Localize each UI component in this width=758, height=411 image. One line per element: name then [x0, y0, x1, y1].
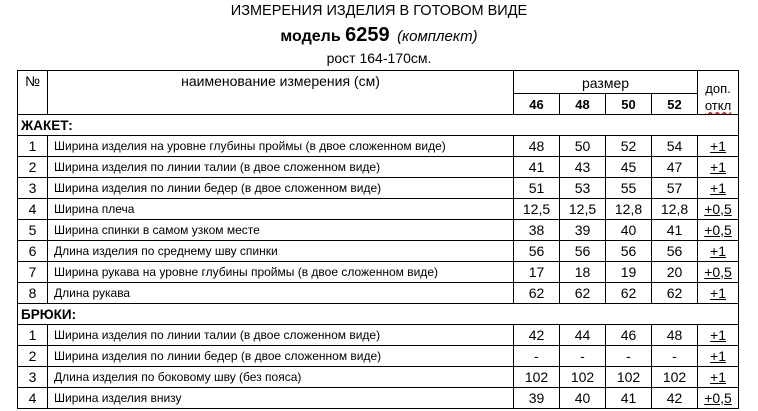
measurement-value: 40: [606, 220, 652, 241]
row-number: 4: [18, 388, 48, 409]
measurement-value: 48: [514, 136, 560, 157]
measurement-value: 62: [606, 283, 652, 304]
measurement-value: 47: [652, 157, 698, 178]
table-row: [18, 367, 739, 388]
size-header: 46: [514, 94, 560, 115]
measurement-name: Ширина изделия по линии бедер (в двое сложенном виде): [48, 178, 514, 199]
measurement-name: Ширина изделия на уровне глубины проймы (в двое сложенном виде): [48, 136, 514, 157]
measurement-value: 42: [514, 325, 560, 346]
measurement-value: -: [652, 346, 698, 367]
row-number: 3: [18, 367, 48, 388]
tolerance-value: +1: [710, 243, 727, 259]
model-note: (комплект): [397, 28, 478, 45]
col-number-header: №: [18, 71, 48, 115]
tolerance-value: +1: [710, 138, 727, 154]
measurement-table: [17, 70, 739, 409]
table-row: [18, 262, 739, 283]
measurement-value: 41: [606, 388, 652, 409]
measurement-name: Ширина изделия по линии бедер (в двое сложенном виде): [48, 346, 514, 367]
row-number: 1: [18, 325, 48, 346]
measurement-name: Ширина изделия по линии талии (в двое сложенном виде): [48, 157, 514, 178]
measurement-value: 56: [652, 241, 698, 262]
row-number: 5: [18, 220, 48, 241]
document-title: ИЗМЕРЕНИЯ ИЗДЕЛИЯ В ГОТОВОМ ВИДЕ: [230, 3, 528, 19]
measurement-value: 18: [560, 262, 606, 283]
measurement-value: 39: [560, 220, 606, 241]
section-row: [18, 304, 739, 325]
size-header: 52: [652, 94, 698, 115]
measurement-value: 102: [560, 367, 606, 388]
measurement-value: 41: [514, 157, 560, 178]
measurement-value: 56: [514, 241, 560, 262]
measurement-value: 38: [514, 220, 560, 241]
measurement-name: Ширина плеча: [48, 199, 514, 220]
measurement-value: 17: [514, 262, 560, 283]
table-row: [18, 325, 739, 346]
col-extra-header-bottom: откл: [704, 98, 732, 113]
model-number: 6259: [345, 24, 390, 46]
measurement-value: 62: [652, 283, 698, 304]
measurement-value: 53: [560, 178, 606, 199]
measurement-value: 102: [514, 367, 560, 388]
measurement-value: 48: [652, 325, 698, 346]
measurement-value: 41: [652, 220, 698, 241]
measurement-value: -: [560, 346, 606, 367]
tolerance-cell: [698, 283, 739, 304]
tolerance-value: +1: [710, 327, 727, 343]
tolerance-cell: [698, 388, 739, 409]
measurement-value: 57: [652, 178, 698, 199]
measurement-name: Ширина изделия внизу: [48, 388, 514, 409]
measurement-value: 12,8: [606, 199, 652, 220]
measurement-value: 55: [606, 178, 652, 199]
measurement-value: 102: [606, 367, 652, 388]
table-row: [18, 283, 739, 304]
tolerance-value: +0,5: [704, 201, 732, 217]
row-number: 8: [18, 283, 48, 304]
col-extra-header: [698, 71, 739, 115]
tolerance-cell: [698, 262, 739, 283]
tolerance-cell: [698, 220, 739, 241]
measurement-value: 19: [606, 262, 652, 283]
tolerance-value: +1: [710, 369, 727, 385]
tolerance-cell: [698, 178, 739, 199]
measurement-name: Ширина рукава на уровне глубины проймы (в двое сложенном виде): [48, 262, 514, 283]
measurement-value: 40: [560, 388, 606, 409]
tolerance-value: +0,5: [704, 222, 732, 238]
measurement-value: 20: [652, 262, 698, 283]
row-number: 2: [18, 157, 48, 178]
col-name-header: наименование измерения (см): [48, 71, 514, 115]
measurement-value: 12,5: [514, 199, 560, 220]
measurement-value: 102: [652, 367, 698, 388]
table-row: [18, 241, 739, 262]
model-line: [0, 24, 758, 47]
row-number: 3: [18, 178, 48, 199]
measurement-value: 43: [560, 157, 606, 178]
measurement-value: 52: [606, 136, 652, 157]
table-row: [18, 199, 739, 220]
measurement-value: 12,5: [560, 199, 606, 220]
model-label: модель: [280, 28, 341, 45]
measurement-value: 42: [652, 388, 698, 409]
row-number: 4: [18, 199, 48, 220]
row-number: 7: [18, 262, 48, 283]
measurement-value: 51: [514, 178, 560, 199]
tolerance-value: +1: [710, 285, 727, 301]
table-row: [18, 388, 739, 409]
measurement-name: Длина изделия по боковому шву (без пояса): [48, 367, 514, 388]
row-number: 1: [18, 136, 48, 157]
tolerance-cell: [698, 157, 739, 178]
table-row: [18, 346, 739, 367]
tolerance-cell: [698, 136, 739, 157]
measurement-value: 46: [606, 325, 652, 346]
section-row: [18, 115, 739, 136]
measurement-value: 39: [514, 388, 560, 409]
table-header-row: [18, 71, 739, 94]
measurement-name: Ширина спинки в самом узком месте: [48, 220, 514, 241]
section-title: ЖАКЕТ:: [18, 115, 739, 136]
tolerance-cell: [698, 241, 739, 262]
measurement-value: 56: [606, 241, 652, 262]
tolerance-cell: [698, 325, 739, 346]
size-header: 50: [606, 94, 652, 115]
col-extra-header-top: доп.: [705, 81, 731, 96]
measurement-value: 54: [652, 136, 698, 157]
measurement-value: 62: [560, 283, 606, 304]
tolerance-cell: [698, 199, 739, 220]
tolerance-value: +0,5: [704, 390, 732, 406]
tolerance-value: +0,5: [704, 264, 732, 280]
measurement-value: 12,8: [652, 199, 698, 220]
height-range: рост 164-170см.: [326, 50, 432, 66]
table-row: [18, 178, 739, 199]
measurement-name: Ширина изделия по линии талии (в двое сложенном виде): [48, 325, 514, 346]
table-row: [18, 157, 739, 178]
row-number: 6: [18, 241, 48, 262]
measurement-value: 56: [560, 241, 606, 262]
tolerance-value: +1: [710, 159, 727, 175]
col-size-header: размер: [514, 71, 698, 94]
measurement-name: Длина рукава: [48, 283, 514, 304]
measurement-value: -: [514, 346, 560, 367]
measurement-value: 45: [606, 157, 652, 178]
measurement-name: Длина изделия по среднему шву спинки: [48, 241, 514, 262]
tolerance-cell: [698, 367, 739, 388]
row-number: 2: [18, 346, 48, 367]
tolerance-value: +1: [710, 180, 727, 196]
measurement-value: -: [606, 346, 652, 367]
section-title: БРЮКИ:: [18, 304, 739, 325]
tolerance-value: +1: [710, 348, 727, 364]
table-row: [18, 136, 739, 157]
measurement-value: 62: [514, 283, 560, 304]
measurement-value: 50: [560, 136, 606, 157]
measurement-value: 44: [560, 325, 606, 346]
table-row: [18, 220, 739, 241]
size-header: 48: [560, 94, 606, 115]
tolerance-cell: [698, 346, 739, 367]
